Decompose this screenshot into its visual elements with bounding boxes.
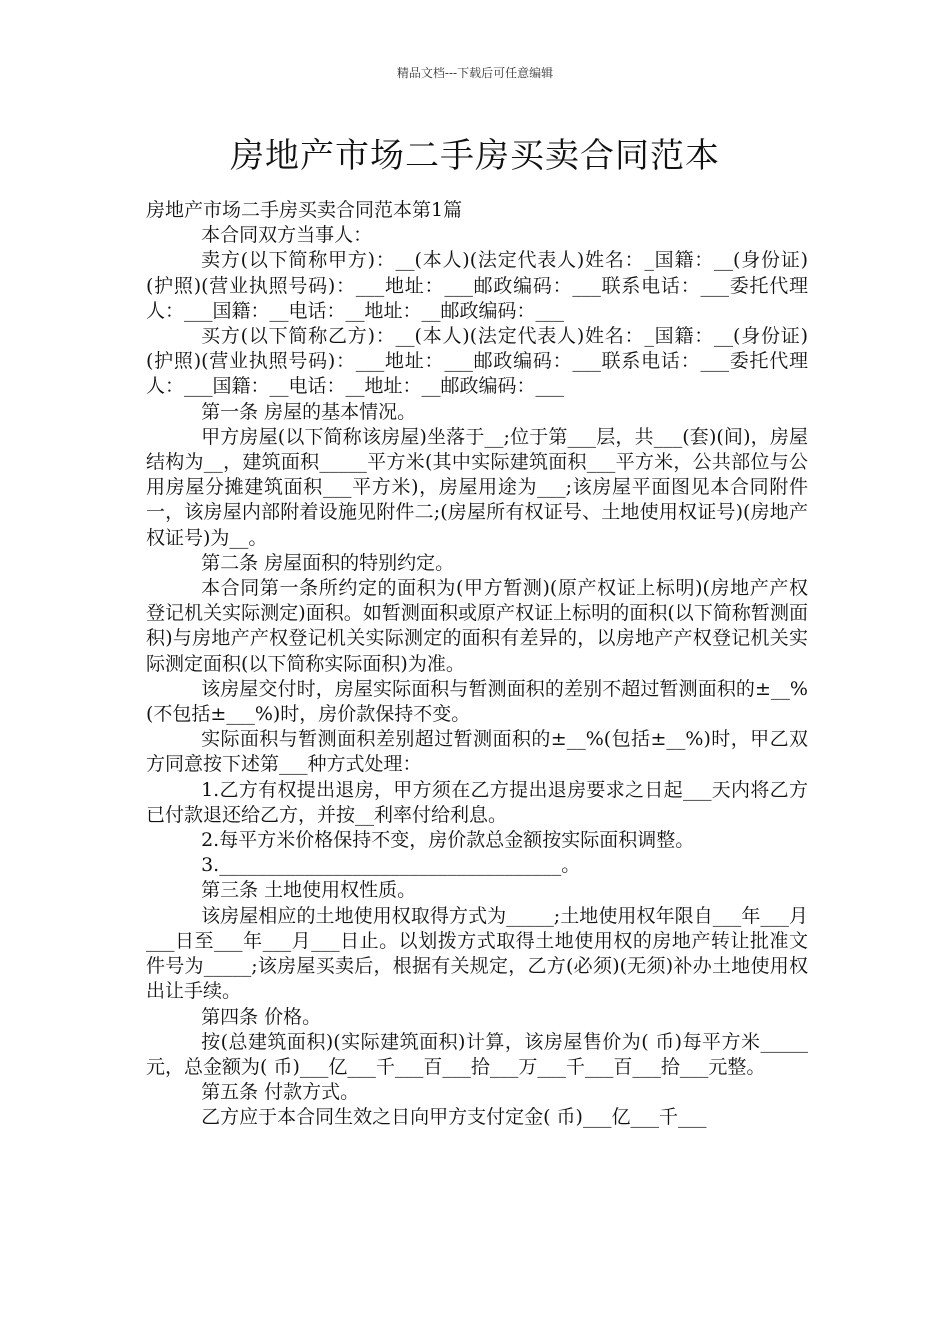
article-heading: 第一条 房屋的基本情况。 <box>201 400 417 423</box>
paragraph: 本合同双方当事人： <box>201 224 373 247</box>
paragraph: 乙方应于本合同生效之日向甲方支付定金( 币)___亿___千___ <box>201 1106 707 1129</box>
paragraph-seller: 卖方(以下简称甲方)：__(本人)(法定代表人)姓名：_国籍：__(身份证)(护照)(营业执照号码)：___地址：___邮政编码：___联系电话：___委托代理人：___国籍：__电话：__地址：__邮政编码：___ <box>146 249 808 322</box>
list-item: 1.乙方有权提出退房，甲方须在乙方提出退房要求之日起___天内将乙方已付款退还给乙方，并按__利率付给利息。 <box>146 778 808 826</box>
article-heading: 第五条 付款方式。 <box>201 1081 360 1104</box>
paragraph: 该房屋交付时，房屋实际面积与暂测面积的差别不超过暂测面积的±__%(不包括±___%)时，房价款保持不变。 <box>146 677 808 726</box>
article-heading: 第三条 土地使用权性质。 <box>201 879 417 902</box>
paragraph-buyer: 买方(以下简称乙方)：__(本人)(法定代表人)姓名：_国籍：__(身份证)(护照)(营业执照号码)：___地址：___邮政编码：___联系电话：___委托代理人：___国籍：__电话：__地址：__邮政编码：___ <box>146 325 808 398</box>
page-header: 精品文档---下载后可任意编辑 <box>396 66 554 80</box>
paragraph: 本合同第一条所约定的面积为(甲方暂测)(原产权证上标明)(房地产产权登记机关实际测定)面积。如暂测面积或原产权证上标明的面积(以下简称暂测面积)与房地产产权登记机关实际测定的面积有差异的，以房地产产权登记机关实际测定面积(以下简称实际面积)为准。 <box>146 577 808 675</box>
article-heading: 第二条 房屋面积的特别约定。 <box>201 551 455 574</box>
article-heading: 第四条 价格。 <box>201 1005 322 1028</box>
paragraph: 甲方房屋(以下简称该房屋)坐落于__;位于第___层，共___(套)(间)，房屋结构为__，建筑面积_____平方米(其中实际建筑面积___平方米，公共部位与公用房屋分摊建筑面积___平方米)，房屋用途为___;该房屋平面图见本合同附件一，该房屋内部附着设施见附件二;(房屋所有权证号、土地使用权证号)(房地产权证号)为__。 <box>146 425 808 549</box>
paragraph: 实际面积与暂测面积差别超过暂测面积的±__%(包括±__%)时，甲乙双方同意按下述第___种方式处理： <box>146 728 808 776</box>
document-body <box>146 198 808 1131</box>
list-item: 3.____________________________________。 <box>201 854 581 877</box>
list-item: 2.每平方米价格保持不变，房价款总金额按实际面积调整。 <box>201 829 695 852</box>
paragraph: 按(总建筑面积)(实际建筑面积)计算，该房屋售价为( 币)每平方米_____元，总金额为( 币)___亿___千___百___拾___万___千___百___拾___元整。 <box>146 1030 808 1078</box>
section-heading: 房地产市场二手房买卖合同范本第1篇 <box>146 199 463 221</box>
paragraph: 该房屋相应的土地使用权取得方式为_____;土地使用权年限自___年___月___日至___年___月___日止。以划拨方式取得土地使用权的房地产转让批准文件号为_____;该房屋买卖后，根据有关规定，乙方(必须)(无须)补办土地使用权出让手续。 <box>146 904 808 1003</box>
document-title: 房地产市场二手房买卖合同范本 <box>230 136 720 176</box>
